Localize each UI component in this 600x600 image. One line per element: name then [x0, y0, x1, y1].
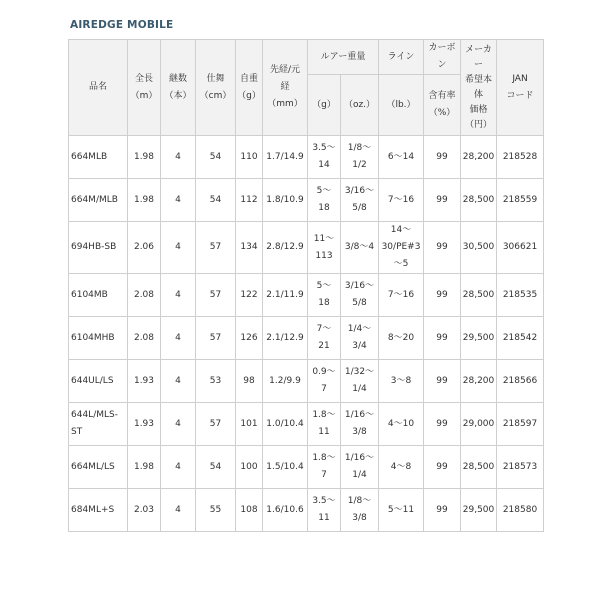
- cell-weight: 126: [236, 317, 263, 360]
- cell-model: 664MLB: [69, 136, 128, 179]
- table-row: [69, 222, 544, 274]
- cell-model: 6104MB: [69, 274, 128, 317]
- cell-tip-diameter: 1.6/10.6: [263, 489, 308, 532]
- cell-price: 29,500: [461, 489, 497, 532]
- cell-model: 664M/MLB: [69, 179, 128, 222]
- cell-line: 8～20: [379, 317, 424, 360]
- cell-lure-grams: 11～ 113: [308, 222, 341, 274]
- cell-price: 28,200: [461, 136, 497, 179]
- cell-closed-length: 57: [196, 317, 236, 360]
- cell-length: 2.08: [128, 274, 161, 317]
- cell-lure-grams: 0.9～ 7: [308, 360, 341, 403]
- cell-pieces: 4: [161, 403, 196, 446]
- cell-tip-diameter: 1.0/10.4: [263, 403, 308, 446]
- header-name: 品名: [69, 40, 128, 136]
- cell-pieces: 4: [161, 136, 196, 179]
- cell-jan: 218542: [497, 317, 544, 360]
- header-weight: 自重 （g）: [236, 40, 263, 136]
- cell-lure-ounces: 3/16～ 5/8: [341, 274, 379, 317]
- cell-closed-length: 54: [196, 446, 236, 489]
- cell-tip-diameter: 2.8/12.9: [263, 222, 308, 274]
- spec-table-body: [69, 136, 544, 532]
- cell-length: 1.98: [128, 446, 161, 489]
- header-price: メーカ ー 希望本 体 価格 （円）: [461, 40, 497, 136]
- cell-weight: 134: [236, 222, 263, 274]
- cell-line: 4～10: [379, 403, 424, 446]
- table-row: [69, 403, 544, 446]
- cell-jan: 218566: [497, 360, 544, 403]
- cell-weight: 112: [236, 179, 263, 222]
- cell-closed-length: 55: [196, 489, 236, 532]
- cell-jan: 218535: [497, 274, 544, 317]
- table-row: [69, 274, 544, 317]
- cell-closed-length: 57: [196, 403, 236, 446]
- cell-carbon: 99: [424, 489, 461, 532]
- cell-weight: 100: [236, 446, 263, 489]
- cell-price: 28,500: [461, 446, 497, 489]
- cell-length: 1.93: [128, 403, 161, 446]
- header-pieces: 継数 （本）: [161, 40, 196, 136]
- cell-lure-ounces: 1/8～ 1/2: [341, 136, 379, 179]
- cell-carbon: 99: [424, 222, 461, 274]
- cell-pieces: 4: [161, 222, 196, 274]
- cell-price: 29,000: [461, 403, 497, 446]
- header-line-unit: （lb.）: [379, 75, 424, 136]
- cell-tip-diameter: 1.5/10.4: [263, 446, 308, 489]
- cell-lure-ounces: 1/32～ 1/4: [341, 360, 379, 403]
- cell-lure-ounces: 1/8～ 3/8: [341, 489, 379, 532]
- cell-closed-length: 57: [196, 274, 236, 317]
- cell-price: 28,200: [461, 360, 497, 403]
- table-title: AIREDGE MOBILE: [70, 19, 174, 31]
- cell-price: 29,500: [461, 317, 497, 360]
- cell-line: 6～14: [379, 136, 424, 179]
- cell-jan: 218580: [497, 489, 544, 532]
- cell-model: 6104MHB: [69, 317, 128, 360]
- cell-line: 3～8: [379, 360, 424, 403]
- cell-weight: 122: [236, 274, 263, 317]
- table-row: [69, 179, 544, 222]
- cell-closed-length: 53: [196, 360, 236, 403]
- cell-line: 14～ 30/PE#3 ～5: [379, 222, 424, 274]
- header-line: ライン: [379, 40, 424, 75]
- cell-length: 1.98: [128, 179, 161, 222]
- cell-pieces: 4: [161, 360, 196, 403]
- cell-carbon: 99: [424, 179, 461, 222]
- cell-jan: 218528: [497, 136, 544, 179]
- cell-lure-grams: 5～ 18: [308, 179, 341, 222]
- cell-line: 7～16: [379, 274, 424, 317]
- cell-weight: 108: [236, 489, 263, 532]
- header-lure-weight: ルアー重量: [308, 40, 379, 75]
- cell-line: 7～16: [379, 179, 424, 222]
- cell-model: 684ML+S: [69, 489, 128, 532]
- header-closed-length: 仕舞 （cm）: [196, 40, 236, 136]
- cell-tip-diameter: 1.2/9.9: [263, 360, 308, 403]
- table-row: [69, 317, 544, 360]
- cell-closed-length: 54: [196, 136, 236, 179]
- cell-lure-grams: 3.5～ 11: [308, 489, 341, 532]
- cell-pieces: 4: [161, 179, 196, 222]
- cell-tip-diameter: 2.1/12.9: [263, 317, 308, 360]
- cell-length: 2.06: [128, 222, 161, 274]
- cell-price: 28,500: [461, 179, 497, 222]
- cell-pieces: 4: [161, 446, 196, 489]
- header-lure-ounces: （oz.）: [341, 75, 379, 136]
- cell-length: 1.98: [128, 136, 161, 179]
- cell-line: 4～8: [379, 446, 424, 489]
- table-row: [69, 136, 544, 179]
- header-carbon: カーボ ン: [424, 40, 461, 75]
- cell-model: 664ML/LS: [69, 446, 128, 489]
- cell-tip-diameter: 1.8/10.9: [263, 179, 308, 222]
- cell-price: 30,500: [461, 222, 497, 274]
- cell-weight: 101: [236, 403, 263, 446]
- cell-carbon: 99: [424, 136, 461, 179]
- cell-length: 2.03: [128, 489, 161, 532]
- cell-lure-grams: 1.8～ 11: [308, 403, 341, 446]
- header-jan: JAN コード: [497, 40, 544, 136]
- cell-closed-length: 54: [196, 179, 236, 222]
- cell-lure-ounces: 1/16～ 3/8: [341, 403, 379, 446]
- table-row: [69, 360, 544, 403]
- cell-carbon: 99: [424, 446, 461, 489]
- cell-model: 694HB-SB: [69, 222, 128, 274]
- cell-lure-grams: 1.8～ 7: [308, 446, 341, 489]
- cell-line: 5～11: [379, 489, 424, 532]
- cell-jan: 306621: [497, 222, 544, 274]
- cell-model: 644UL/LS: [69, 360, 128, 403]
- cell-carbon: 99: [424, 317, 461, 360]
- cell-lure-grams: 7～ 21: [308, 317, 341, 360]
- cell-tip-diameter: 1.7/14.9: [263, 136, 308, 179]
- header-tip-diameter: 先経/元 経 （mm）: [263, 40, 308, 136]
- cell-lure-ounces: 3/8～4: [341, 222, 379, 274]
- cell-jan: 218597: [497, 403, 544, 446]
- cell-weight: 98: [236, 360, 263, 403]
- cell-carbon: 99: [424, 360, 461, 403]
- cell-carbon: 99: [424, 403, 461, 446]
- cell-tip-diameter: 2.1/11.9: [263, 274, 308, 317]
- cell-lure-grams: 3.5～ 14: [308, 136, 341, 179]
- cell-jan: 218559: [497, 179, 544, 222]
- cell-pieces: 4: [161, 274, 196, 317]
- cell-lure-ounces: 1/16～ 1/4: [341, 446, 379, 489]
- table-row: [69, 446, 544, 489]
- table-row: [69, 489, 544, 532]
- cell-price: 28,500: [461, 274, 497, 317]
- cell-lure-ounces: 3/16～ 5/8: [341, 179, 379, 222]
- cell-lure-grams: 5～ 18: [308, 274, 341, 317]
- cell-pieces: 4: [161, 317, 196, 360]
- cell-pieces: 4: [161, 489, 196, 532]
- cell-weight: 110: [236, 136, 263, 179]
- cell-model: 644L/MLS- ST: [69, 403, 128, 446]
- cell-carbon: 99: [424, 274, 461, 317]
- cell-lure-ounces: 1/4～ 3/4: [341, 317, 379, 360]
- cell-jan: 218573: [497, 446, 544, 489]
- header-carbon-unit: 含有率 （%）: [424, 75, 461, 136]
- cell-length: 2.08: [128, 317, 161, 360]
- spec-table: [68, 39, 544, 532]
- cell-closed-length: 57: [196, 222, 236, 274]
- cell-length: 1.93: [128, 360, 161, 403]
- header-lure-grams: （g）: [308, 75, 341, 136]
- header-length: 全長 （m）: [128, 40, 161, 136]
